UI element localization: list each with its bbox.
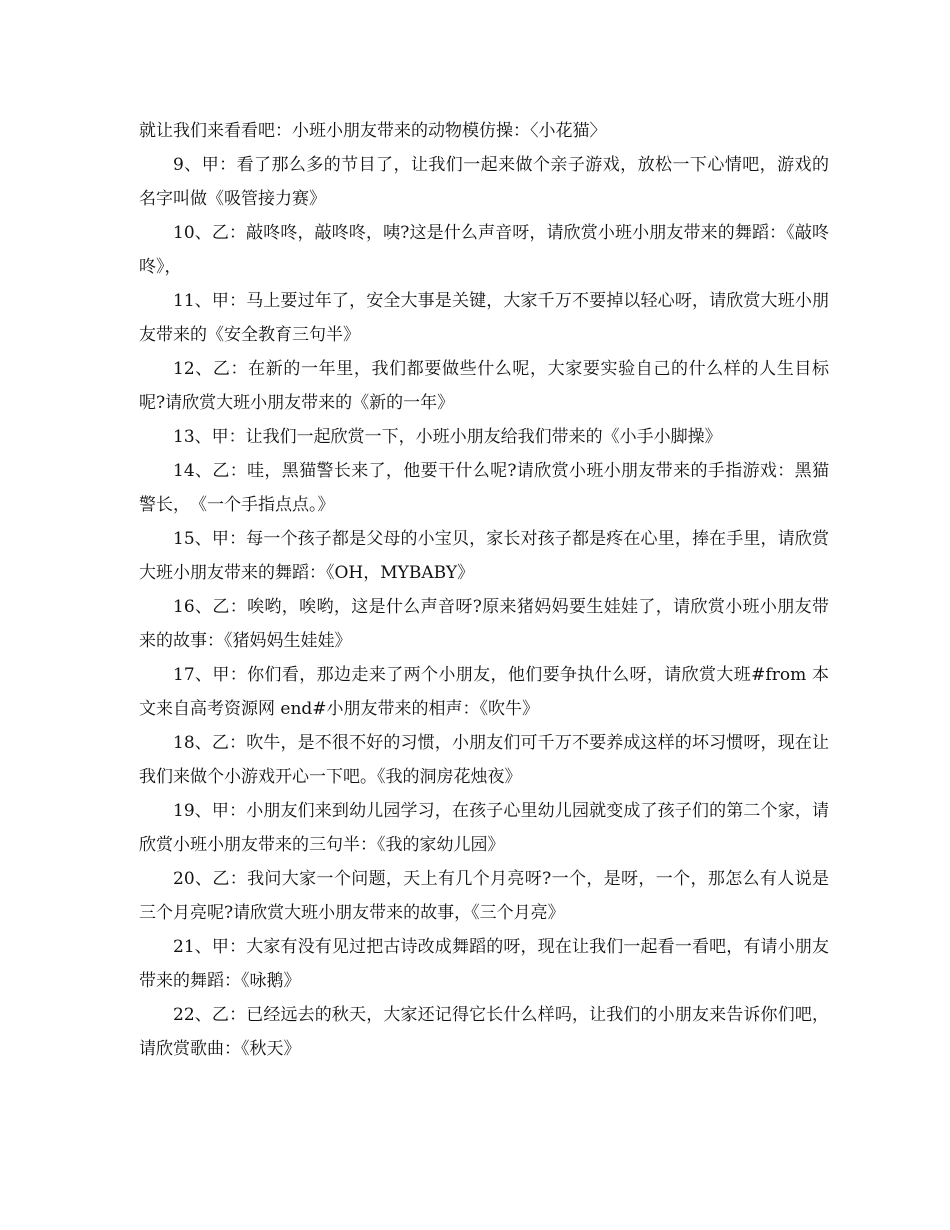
paragraph-item-22: 22、乙：已经远去的秋天，大家还记得它长什么样吗，让我们的小朋友来告诉你们吧，请欣赏歌曲：《秋天》 xyxy=(139,1005,829,1059)
paragraph-item-14: 14、乙：哇，黑猫警长来了，他要干什么呢?请欣赏小班小朋友带来的手指游戏：黑猫警长， 《一个手指点点。》 xyxy=(139,461,829,515)
paragraph-item-18: 18、乙：吹牛，是不很不好的习惯，小朋友们可千万不要养成这样的坏习惯呀，现在让我们来做个小游戏开心一下吧。《我的洞房花烛夜》 xyxy=(139,733,829,787)
paragraph-item-15: 15、甲：每一个孩子都是父母的小宝贝，家长对孩子都是疼在心里，捧在手里，请欣赏大班小朋友带来的舞蹈：《OH，MYBABY》 xyxy=(139,529,829,583)
paragraph-item-9: 9、甲：看了那么多的节目了，让我们一起来做个亲子游戏，放松一下心情吧，游戏的名字叫做《吸管接力赛》 xyxy=(139,155,829,209)
paragraph-item-13: 13、甲：让我们一起欣赏一下，小班小朋友给我们带来的《小手小脚操》 xyxy=(173,427,722,447)
paragraph-item-11: 11、甲：马上要过年了，安全大事是关键，大家千万不要掉以轻心呀，请欣赏大班小朋友带来的《安全教育三句半》 xyxy=(139,291,829,345)
document-body xyxy=(139,114,829,1066)
paragraph-item-17: 17、甲：你们看，那边走来了两个小朋友，他们要争执什么呀，请欣赏大班#from 本文来自高考资源网 end#小朋友带来的相声：《吹牛》 xyxy=(139,665,829,719)
paragraph-continuation: 就让我们来看看吧：小班小朋友带来的动物模仿操：〈小花猫〉 xyxy=(139,121,607,141)
paragraph-item-16: 16、乙：唉哟，唉哟，这是什么声音呀?原来猪妈妈要生娃娃了，请欣赏小班小朋友带来的故事：《猪妈妈生娃娃》 xyxy=(139,597,829,651)
paragraph-item-21: 21、甲：大家有没有见过把古诗改成舞蹈的呀，现在让我们一起看一看吧，有请小朋友带来的舞蹈：《咏鹅》 xyxy=(139,937,829,991)
paragraph-item-20: 20、乙：我问大家一个问题，天上有几个月亮呀?一个，是呀，一个，那怎么有人说是三个月亮呢?请欣赏大班小朋友带来的故事，《三个月亮》 xyxy=(139,869,829,923)
paragraph-item-12: 12、乙：在新的一年里，我们都要做些什么呢，大家要实验自己的什么样的人生目标呢?请欣赏大班小朋友带来的《新的一年》 xyxy=(139,359,829,413)
paragraph-item-10: 10、乙：敲咚咚，敲咚咚，咦?这是什么声音呀，请欣赏小班小朋友带来的舞蹈：《敲咚咚》， xyxy=(139,223,829,277)
paragraph-item-19: 19、甲：小朋友们来到幼儿园学习，在孩子心里幼儿园就变成了孩子们的第二个家，请欣赏小班小朋友带来的三句半：《我的家幼儿园》 xyxy=(139,801,829,855)
